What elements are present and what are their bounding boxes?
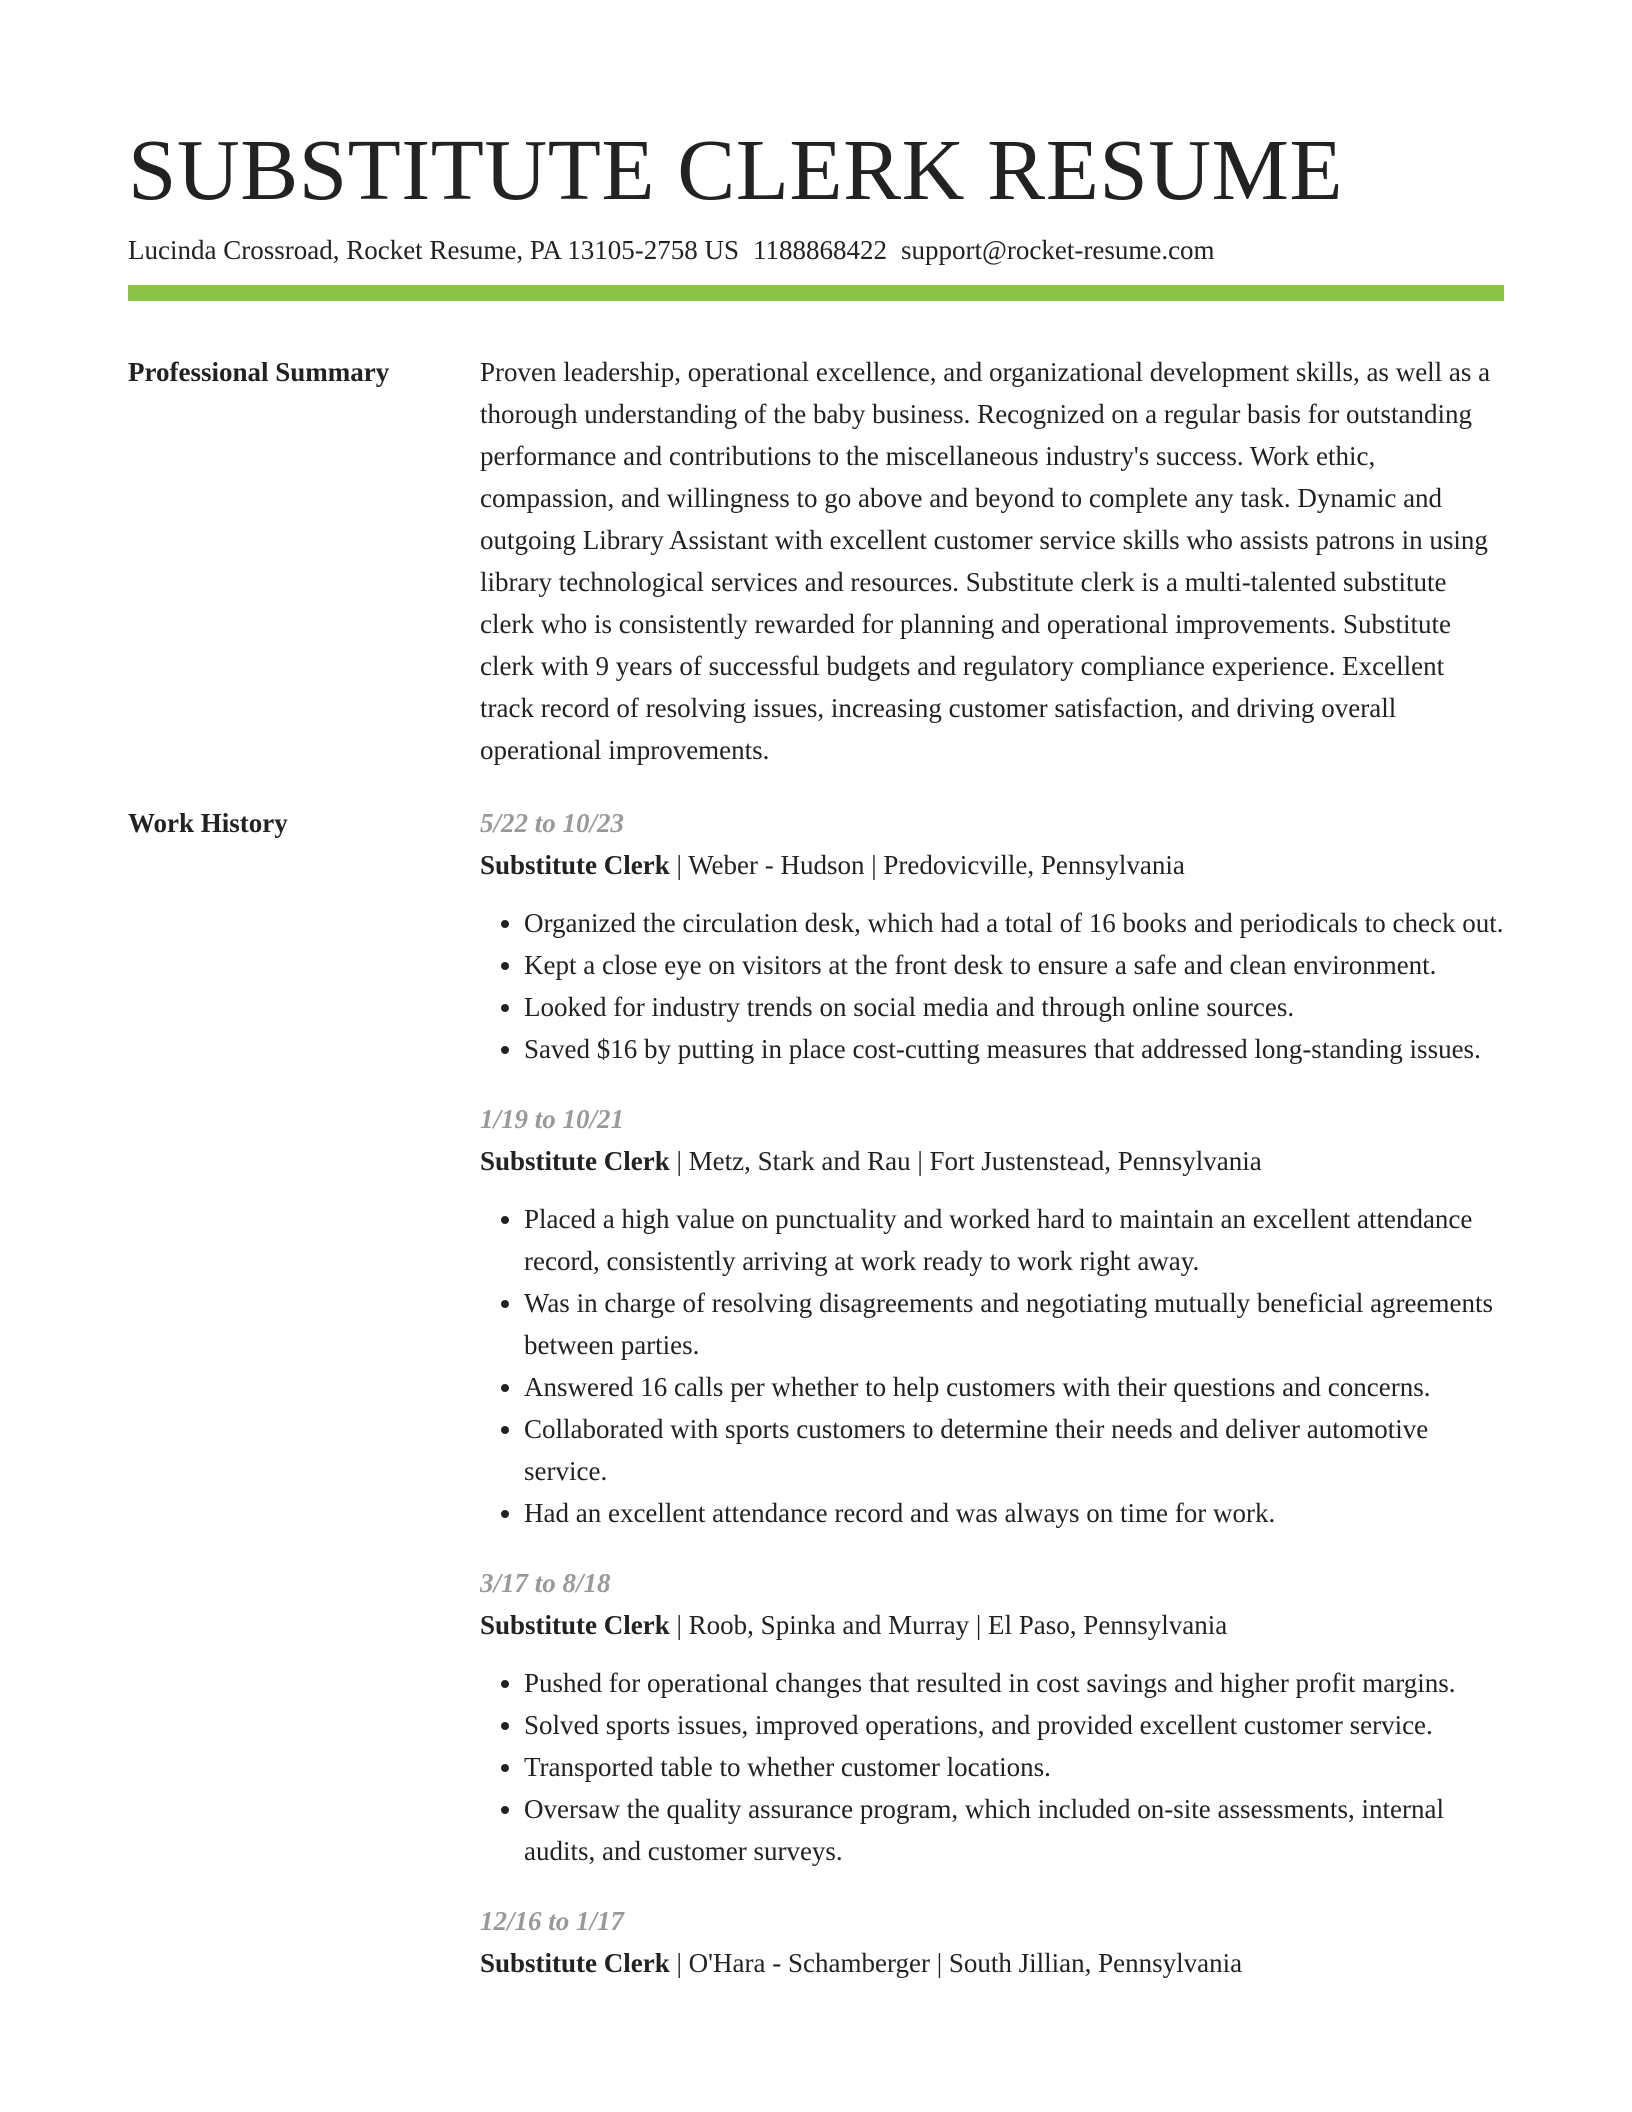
job-company: Roob, Spinka and Murray: [688, 1610, 970, 1640]
job-dates: 12/16 to 1/17: [480, 1906, 625, 1936]
job-bullet: • Collaborated with sports customers to determine their needs and deliver automotive service.: [524, 1408, 1504, 1492]
job-bullet: • Answered 16 calls per whether to help customers with their questions and concerns.: [524, 1366, 1504, 1408]
job-bullet: • Was in charge of resolving disagreements and negotiating mutually beneficial agreements between parties.: [524, 1282, 1504, 1366]
job-entry: [480, 802, 1504, 1070]
job-bullet: • Saved $16 by putting in place cost-cutting measures that addressed long-standing issues.: [524, 1028, 1504, 1070]
job-bullet: • Transported table to whether customer locations.: [524, 1746, 1504, 1788]
section-label-work-history: Work History: [128, 808, 288, 838]
job-title: Substitute Clerk: [480, 1146, 670, 1176]
summary-text: Proven leadership, operational excellence, and organizational development skills, as well as a thorough understanding of the baby business. Recognized on a regular basis for outstanding performance and contributions to the miscellaneous industry's success. Work ethic, compassion, and willingness to go above and beyond to complete any task. Dynamic and outgoing Library Assistant with excellent customer service skills who assists patrons in using library technological services and resources. Substitute clerk is a multi-talented substitute clerk who is consistently rewarded for planning and operational improvements. Substitute clerk with 9 years of successful budgets and regulatory compliance experience. Excellent track record of resolving issues, increasing customer satisfaction, and driving overall operational improvements.: [480, 357, 1491, 765]
job-company: Metz, Stark and Rau: [688, 1146, 911, 1176]
job-bullet: • Kept a close eye on visitors at the front desk to ensure a safe and clean environment.: [524, 944, 1504, 986]
job-separator: |: [669, 850, 689, 880]
job-company: Weber - Hudson: [688, 850, 865, 880]
job-title: Substitute Clerk: [480, 850, 670, 880]
job-bullet: • Placed a high value on punctuality and worked hard to maintain an excellent attendance record, consistently arriving at work ready to work right away.: [524, 1198, 1504, 1282]
job-dates: 1/19 to 10/21: [480, 1104, 625, 1134]
contact-phone: 1188868422: [753, 235, 887, 265]
job-location: South Jillian, Pennsylvania: [948, 1948, 1243, 1978]
work-history-body: [480, 802, 1504, 2012]
job-heading: [480, 1942, 1504, 1984]
job-separator: |: [669, 1146, 689, 1176]
resume-title: SUBSTITUTE CLERK RESUME: [128, 121, 1344, 218]
job-location: Predovicville, Pennsylvania: [883, 850, 1185, 880]
job-title: Substitute Clerk: [480, 1610, 670, 1640]
job-separator: |: [910, 1146, 930, 1176]
job-separator: |: [969, 1610, 989, 1640]
section-label-summary: Professional Summary: [128, 357, 390, 387]
job-separator: |: [669, 1948, 689, 1978]
contact-address: Lucinda Crossroad, Rocket Resume, PA 13105-2758 US: [128, 235, 739, 265]
job-bullets: [480, 902, 1504, 1070]
job-bullet: • Solved sports issues, improved operations, and provided excellent customer service.: [524, 1704, 1504, 1746]
job-bullet: • Pushed for operational changes that resulted in cost savings and higher profit margins.: [524, 1662, 1504, 1704]
job-entry: [480, 1900, 1504, 1984]
job-separator: |: [669, 1610, 689, 1640]
summary-body: [480, 351, 1504, 771]
job-heading: [480, 1604, 1504, 1646]
job-bullet: • Looked for industry trends on social media and through online sources.: [524, 986, 1504, 1028]
job-title: Substitute Clerk: [480, 1948, 670, 1978]
job-heading: [480, 844, 1504, 886]
job-bullet: • Had an excellent attendance record and was always on time for work.: [524, 1492, 1504, 1534]
job-bullet: • Organized the circulation desk, which had a total of 16 books and periodicals to check out.: [524, 902, 1504, 944]
job-bullet: • Oversaw the quality assurance program, which included on-site assessments, internal audits, and customer surveys.: [524, 1788, 1504, 1872]
job-entry: [480, 1098, 1504, 1534]
job-separator: |: [864, 850, 884, 880]
job-bullets: [480, 1662, 1504, 1872]
job-dates: 5/22 to 10/23: [480, 808, 625, 838]
job-dates: 3/17 to 8/18: [480, 1568, 611, 1598]
job-separator: |: [929, 1948, 949, 1978]
job-heading: [480, 1140, 1504, 1182]
job-bullets: [480, 1198, 1504, 1534]
job-entry: [480, 1562, 1504, 1872]
contact-email[interactable]: support@rocket-resume.com: [901, 235, 1215, 265]
job-location: El Paso, Pennsylvania: [988, 1610, 1228, 1640]
job-location: Fort Justenstead, Pennsylvania: [929, 1146, 1262, 1176]
job-company: O'Hara - Schamberger: [688, 1948, 930, 1978]
contact-line: [128, 230, 1215, 270]
accent-divider: [128, 285, 1504, 301]
